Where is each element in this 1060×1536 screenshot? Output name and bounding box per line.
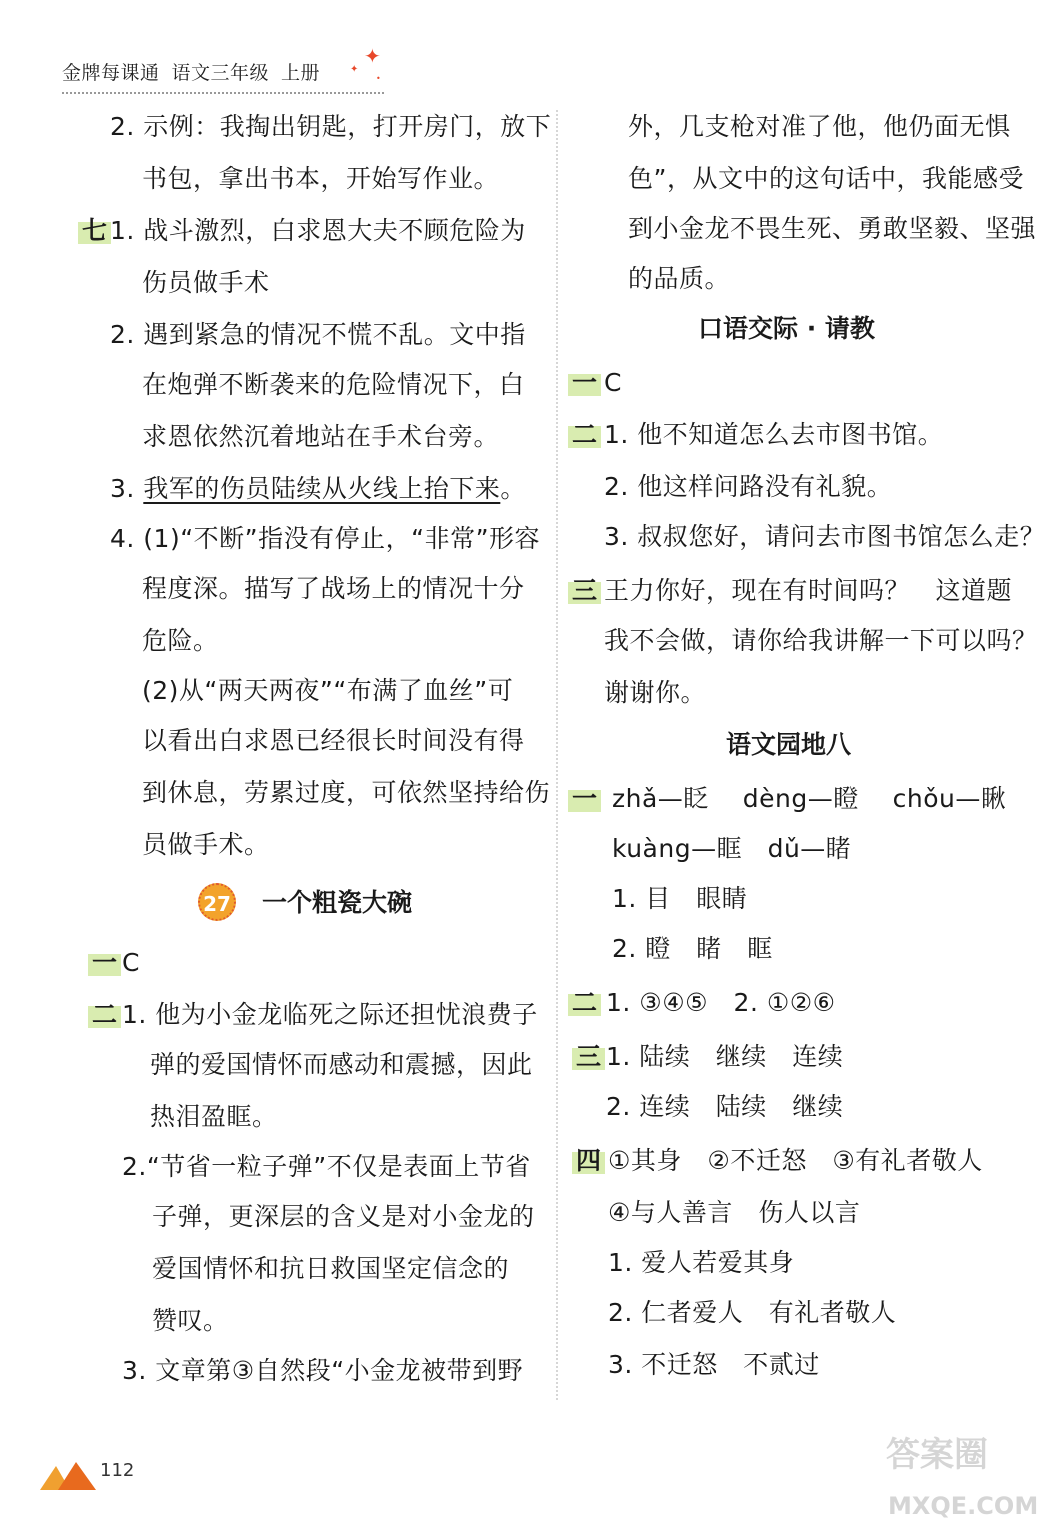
- section-mark: 一: [572, 782, 597, 816]
- answer-line: 伤员做手术: [142, 268, 270, 297]
- volume: 上册: [281, 62, 321, 84]
- answer-line: 1. ③④⑤ 2. ①②⑥: [606, 988, 836, 1017]
- answer-line: 3. 叔叔您好，请问去市图书馆怎么走？: [604, 522, 1046, 551]
- answer-line: 子弹，更深层的含义是对小金龙的: [152, 1202, 535, 1231]
- answer-line: 2. 他这样问路没有礼貌。: [604, 472, 893, 501]
- watermark-url: MXQE.COM: [888, 1492, 1039, 1520]
- answer-line: 求恩依然沉着地站在手术台旁。: [142, 422, 500, 451]
- answer-line: 3. 文章第③自然段“小金龙被带到野: [122, 1356, 524, 1385]
- lesson-title: 一个粗瓷大碗: [262, 888, 413, 917]
- answer-line: 到休息，劳累过度，可依然坚持给伤: [142, 778, 551, 807]
- answer-line: 2. 示例：我掏出钥匙，打开房门，放下: [110, 112, 552, 141]
- answer-line: 赞叹。: [152, 1306, 229, 1335]
- answer-line: 员做手术。: [142, 830, 270, 859]
- pinyin-line: zhǎ—眨 dèng—瞪 chǒu—瞅: [612, 784, 1007, 813]
- answer-line: 在炮弹不断袭来的危险情况下，白: [142, 370, 525, 399]
- star-icon-small: ✦: [350, 64, 359, 75]
- answer-line: 色”，从文中的这句话中，我能感受: [628, 164, 1024, 193]
- section-mark: 二: [572, 418, 597, 452]
- section-mark: 一: [92, 946, 117, 980]
- page-number: 112: [100, 1460, 135, 1481]
- answer-line: (2)从“两天两夜”“布满了血丝”可: [142, 676, 514, 705]
- answer-line: ④与人善言 伤人以言: [608, 1198, 861, 1227]
- answer-line: 弹的爱国情怀而感动和震撼，因此: [150, 1050, 533, 1079]
- book-title: 金牌每课通: [62, 62, 160, 84]
- section-mark: 三: [576, 1040, 601, 1074]
- column-divider: [556, 110, 558, 1400]
- answer-line: 以看出白求恩已经很长时间没有得: [142, 726, 525, 755]
- answer-line: 危险。: [142, 626, 219, 655]
- answer-line: 2. 仁者爱人 有礼者敬人: [608, 1298, 897, 1327]
- answer-line: 4. (1)“不断”指没有停止，“非常”形容: [110, 524, 541, 553]
- lesson-badge: 27: [198, 883, 236, 921]
- mountain-icon: [40, 1460, 100, 1490]
- section-mark: 二: [92, 998, 117, 1032]
- answer-line: 热泪盈眶。: [150, 1102, 278, 1131]
- section-mark: 四: [576, 1144, 601, 1178]
- answer-line: 2.“节省一粒子弹”不仅是表面上节省: [122, 1152, 531, 1181]
- answer-line: [110, 472, 526, 506]
- answer-line: C: [604, 368, 622, 397]
- answer-line: 3. 不迁怒 不贰过: [608, 1350, 820, 1379]
- answer-line: 1. 陆续 继续 连续: [606, 1042, 844, 1071]
- subject: 语文三年级: [171, 62, 270, 84]
- answer-line: 到小金龙不畏生死、勇敢坚毅、坚强: [628, 214, 1037, 243]
- watermark-logo: [880, 1418, 1040, 1528]
- answer-line: ①其身 ②不迁怒 ③有礼者敬人: [608, 1146, 983, 1175]
- answer-line: 外，几支枪对准了他，他仍面无惧: [628, 112, 1011, 141]
- star-icon: ✦: [364, 44, 381, 68]
- header-text: [62, 58, 392, 85]
- answer-line: 爱国情怀和抗日救国坚定信念的: [152, 1254, 510, 1283]
- section-mark: 一: [572, 366, 597, 400]
- answer-line: 程度深。描写了战场上的情况十分: [142, 574, 525, 603]
- item-number: 3.: [110, 474, 144, 503]
- dot-icon: •: [376, 74, 381, 83]
- watermark-title: 答案圈: [886, 1435, 988, 1475]
- section-mark: 二: [572, 986, 597, 1020]
- answer-line: 1. 他不知道怎么去市图书馆。: [604, 420, 944, 449]
- answer-line: 的品质。: [628, 264, 731, 293]
- section-title-oral: 口语交际 · 请教: [698, 314, 875, 343]
- underlined-answer: 我军的伤员陆续从火线上抬下来: [143, 474, 501, 503]
- answer-line: 1. 目 眼睛: [612, 884, 748, 913]
- header-divider: [62, 92, 384, 94]
- answer-line: 1. 他为小金龙临死之际还担忧浪费子: [122, 1000, 538, 1029]
- answer-line: 我不会做，请你给我讲解一下可以吗？: [604, 626, 1038, 655]
- section-title-garden: 语文园地八: [726, 730, 852, 759]
- answer-line: 王力你好，现在有时间吗？ 这道题: [604, 576, 1013, 605]
- punctuation: 。: [500, 474, 526, 503]
- answer-line: 2. 瞪 睹 眶: [612, 934, 773, 963]
- answer-line: 2. 遇到紧急的情况不慌不乱。文中指: [110, 320, 526, 349]
- section-mark: 三: [572, 574, 597, 608]
- answer-line: 2. 连续 陆续 继续: [606, 1092, 844, 1121]
- answer-line: 谢谢你。: [604, 678, 707, 707]
- page-header: [62, 58, 392, 94]
- answer-line: 书包，拿出书本，开始写作业。: [142, 164, 500, 193]
- answer-line: C: [122, 948, 140, 977]
- pinyin-line: kuàng—眶 dǔ—睹: [612, 834, 852, 863]
- answer-line: 1. 战斗激烈，白求恩大夫不顾危险为: [110, 216, 526, 245]
- section-mark: 七: [82, 214, 107, 248]
- answer-line: 1. 爱人若爱其身: [608, 1248, 795, 1277]
